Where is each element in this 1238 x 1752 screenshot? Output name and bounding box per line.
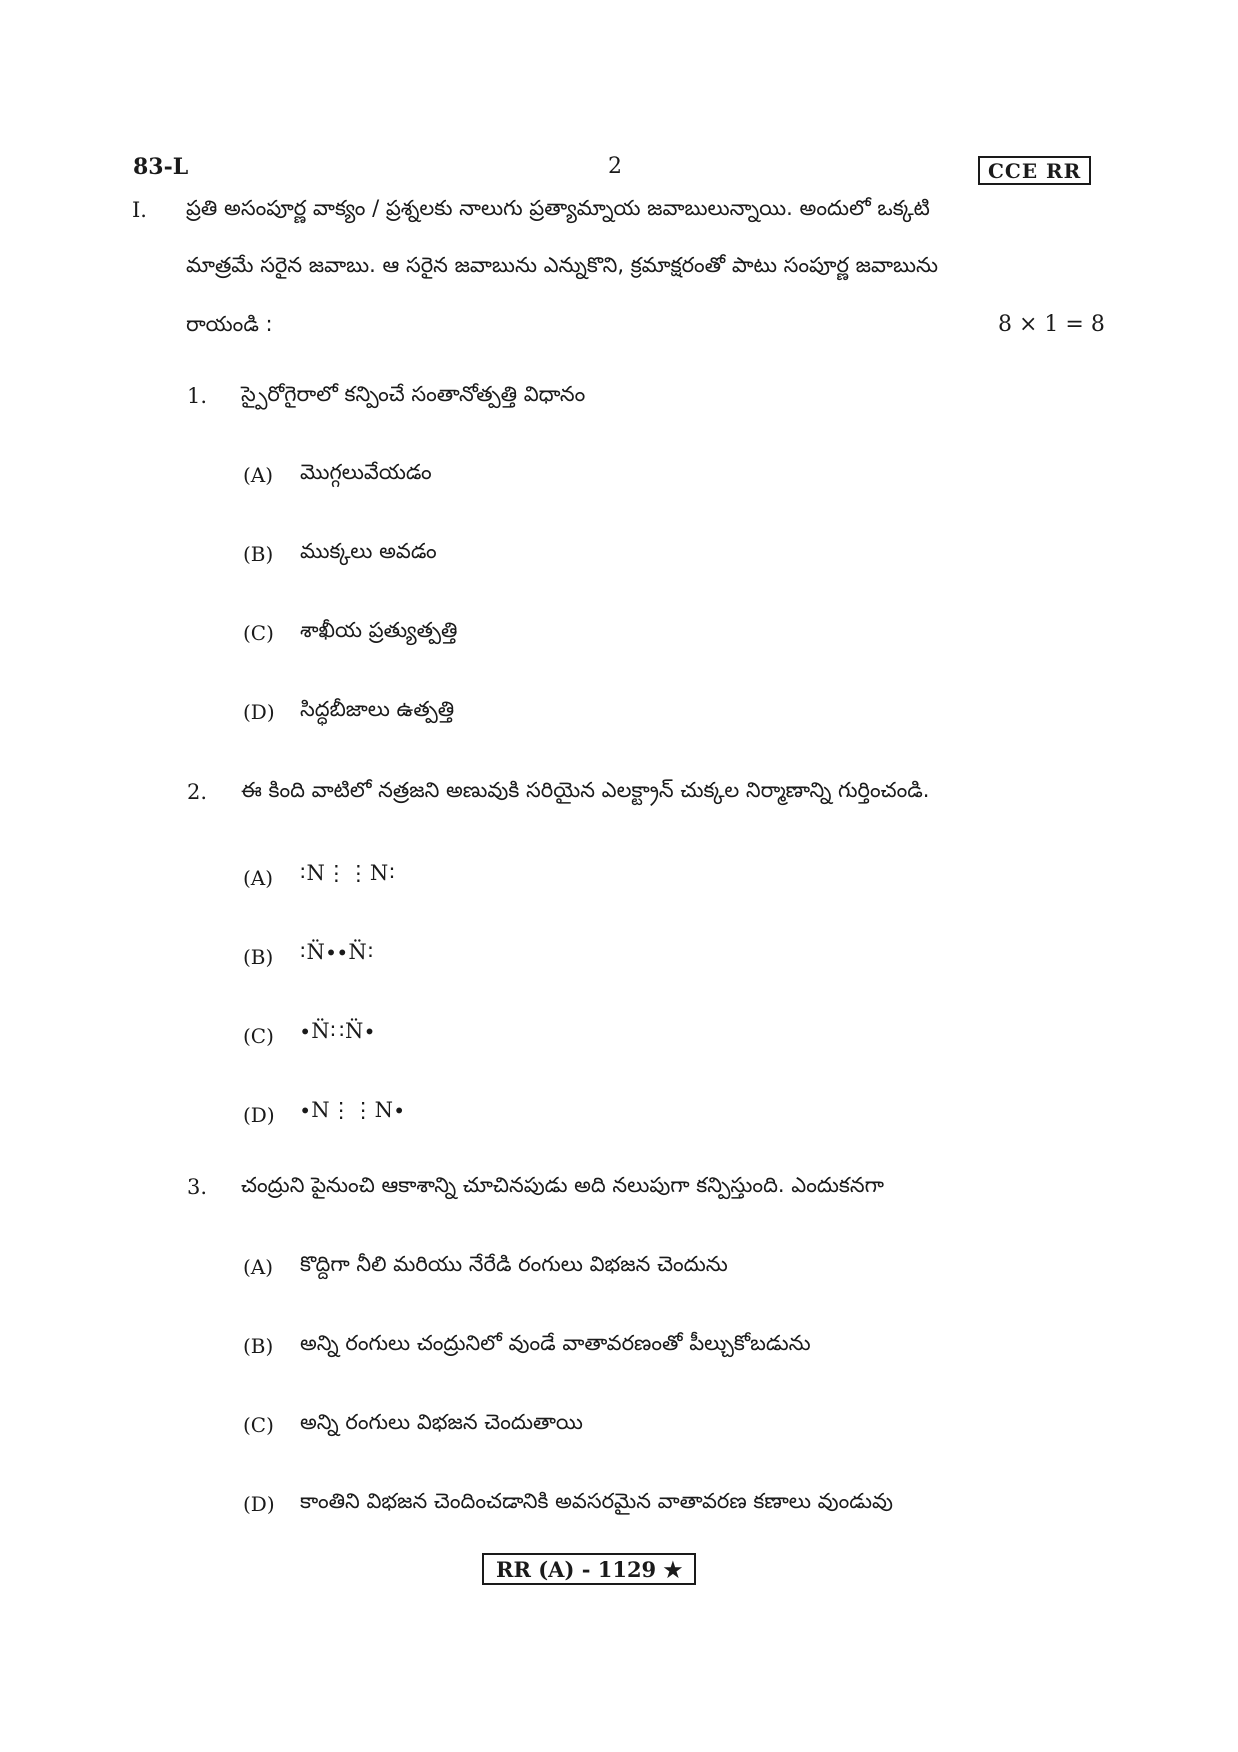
- q3-option-a-text: కొద్దిగా నీలి మరియు నేరేడి రంగులు విభజన చెందును: [300, 1252, 728, 1276]
- q3-option-c-label: (C): [243, 1413, 274, 1437]
- q3-option-b-text: అన్ని రంగులు చంద్రునిలో వుండే వాతావరణంతో పీల్చుకోబడును: [300, 1331, 811, 1355]
- q1-option-d-label: (D): [243, 700, 275, 724]
- question-2-number: 2.: [187, 780, 208, 804]
- instruction-line-3: రాయండి :: [186, 312, 273, 336]
- q1-option-c-text: శాఖీయ ప్రత్యుత్పత్తి: [300, 618, 458, 642]
- marks-allocation: 8 × 1 = 8: [998, 312, 1105, 337]
- q2-option-d-label: (D): [243, 1103, 275, 1127]
- q2-option-b-label: (B): [243, 945, 274, 969]
- instruction-line-1: ప్రతి అసంపూర్ణ వాక్యం / ప్రశ్నలకు నాలుగు ప్రత్యామ్నాయ జవాబులున్నాయి. అందులో ఒక్కటి: [186, 196, 930, 220]
- q1-option-a-label: (A): [243, 463, 274, 487]
- q1-option-c-label: (C): [243, 621, 274, 645]
- q3-option-a-label: (A): [243, 1255, 274, 1279]
- q2-option-a-formula: ∶N⋮⋮N∶: [300, 861, 396, 885]
- q1-option-b-label: (B): [243, 542, 274, 566]
- q2-option-a-label: (A): [243, 866, 274, 890]
- question-1-number: 1.: [187, 384, 208, 408]
- q2-option-c-formula: ∙N̈∷N̈∙: [300, 1019, 376, 1043]
- q1-option-b-text: ముక్కలు అవడం: [300, 539, 437, 563]
- question-1-text: స్పైరోగైరాలో కన్పించే సంతానోత్పత్తి విధానం: [241, 382, 586, 406]
- cce-rr-badge: CCE RR: [978, 156, 1091, 185]
- q2-option-c-label: (C): [243, 1024, 274, 1048]
- q3-option-d-label: (D): [243, 1492, 275, 1516]
- footer-paper-code: RR (A) - 1129 ★: [482, 1553, 696, 1585]
- q1-option-d-text: సిద్ధబీజాలు ఉత్పత్తి: [300, 697, 455, 721]
- paper-code: 83-L: [133, 154, 189, 180]
- section-number: I.: [132, 198, 147, 222]
- q2-option-b-formula: ∶N̈∙∙N̈∶: [300, 940, 375, 964]
- q3-option-c-text: అన్ని రంగులు విభజన చెందుతాయి: [300, 1410, 583, 1434]
- question-2-text: ఈ కింది వాటిలో నత్రజని అణువుకి సరియైన ఎలక్ట్రాన్ చుక్కల నిర్మాణాన్ని గుర్తించండి.: [241, 778, 930, 802]
- q3-option-b-label: (B): [243, 1334, 274, 1358]
- page-number: 2: [608, 154, 622, 179]
- q3-option-d-text: కాంతిని విభజన చెందించడానికి అవసరమైన వాతావరణ కణాలు వుండువు: [300, 1489, 894, 1513]
- question-3-number: 3.: [187, 1175, 208, 1199]
- q1-option-a-text: మొగ్గలువేయడం: [300, 460, 432, 484]
- q2-option-d-formula: ∙N⋮⋮N∙: [300, 1098, 406, 1122]
- question-3-text: చంద్రుని పైనుంచి ఆకాశాన్ని చూచినపుడు అది నలుపుగా కన్పిస్తుంది. ఎందుకనగా: [241, 1173, 884, 1197]
- instruction-line-2: మాత్రమే సరైన జవాబు. ఆ సరైన జవాబును ఎన్నుకొని, క్రమాక్షరంతో పాటు సంపూర్ణ జవాబును: [186, 253, 939, 277]
